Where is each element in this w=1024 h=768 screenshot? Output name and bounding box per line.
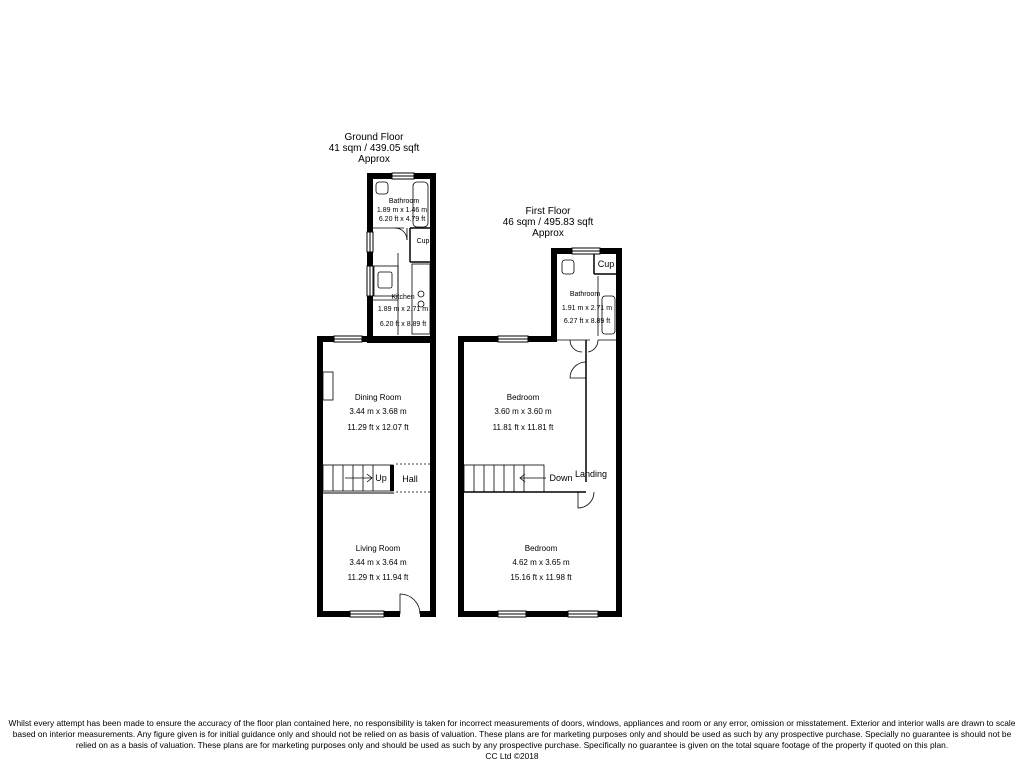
kitchen-metric: 1.89 m x 2.71 m [377, 306, 429, 313]
front-door [400, 594, 420, 617]
ground-floor-labels [347, 198, 429, 582]
disclaimer-text: Whilst every attempt has been made to ensure the accuracy of the floor plan contained here, no responsibility is taken for incorrect measurements of doors, windows, appliances and room or any error, omission or misstatement. Exterior and interior walls are drawn to scale based on interior measurements. Any figure given is for initial guidance only and should not be relied on as basis of valuation. These plans are for marketing purposes only and should be used as such by any prospective purchase. Specially no guarantee is should not be relied on as a basis of valuation. These plans are for marketing purposes only and should be used as such by any prospective purchase. Specifically no guarantee is given on the total square footage of the property if quoted on this plan. [8, 718, 1016, 750]
ground-stairs-label: Up [375, 473, 387, 483]
kitchen-name: Kitchen [391, 294, 415, 301]
landing-name: Landing [574, 469, 608, 479]
disclaimer-footer [6, 718, 1018, 762]
copyright-text: CC Ltd ©2018 [485, 751, 539, 761]
first-cupboard-name: Cup [597, 259, 615, 269]
bedroom-front-imperial: 15.16 ft x 11.98 ft [510, 573, 572, 582]
bedroom-rear-metric: 3.60 m x 3.60 m [494, 407, 552, 416]
dining-room-name: Dining Room [354, 393, 402, 402]
first-floor-approx: Approx [532, 228, 564, 239]
bedroom-rear-door [570, 362, 586, 378]
first-floor-title: First Floor [525, 206, 571, 217]
hall-name: Hall [402, 474, 418, 484]
bedroom-rear-imperial: 11.81 ft x 11.81 ft [492, 423, 554, 432]
ground-bathroom-imperial: 6.20 ft x 4.79 ft [378, 216, 426, 223]
first-bathroom-imperial: 6.27 ft x 8.89 ft [563, 318, 611, 325]
kitchen-imperial: 6.20 ft x 8.89 ft [379, 321, 427, 328]
ground-cupboard [410, 228, 432, 262]
ground-floor-area: 41 sqm / 439.05 sqft [328, 143, 420, 154]
living-room-imperial: 11.29 ft x 11.94 ft [347, 573, 409, 582]
bedroom-front-metric: 4.62 m x 3.65 m [512, 558, 570, 567]
first-floor-internal-walls [464, 340, 586, 492]
ground-bathroom-name: Bathroom [388, 198, 420, 205]
bedroom-front-name: Bedroom [524, 544, 558, 553]
first-stairs-label: Down [549, 473, 573, 483]
ground-cupboard-name: Cup [416, 238, 430, 245]
dining-fireplace [323, 372, 333, 400]
living-room-name: Living Room [355, 544, 401, 553]
first-bathroom-name: Bathroom [569, 291, 601, 298]
bedroom-rear-name: Bedroom [506, 393, 540, 402]
ground-bathroom-metric: 1.89 m x 1.46 m [376, 207, 428, 214]
ground-floor-title: Ground Floor [344, 132, 404, 143]
bedroom-front-door [578, 492, 594, 508]
first-stairs [464, 465, 546, 492]
first-bathroom-metric: 1.91 m x 2.71 m [561, 305, 613, 312]
ground-stairs-wall [390, 465, 394, 491]
living-room-metric: 3.44 m x 3.64 m [349, 558, 407, 567]
dining-room-imperial: 11.29 ft x 12.07 ft [347, 423, 409, 432]
dining-room-metric: 3.44 m x 3.68 m [349, 407, 407, 416]
ground-floor-plan [320, 173, 433, 617]
ground-floor-approx: Approx [358, 154, 390, 165]
first-floor-plan [461, 248, 619, 617]
first-floor-area: 46 sqm / 495.83 sqft [502, 217, 594, 228]
